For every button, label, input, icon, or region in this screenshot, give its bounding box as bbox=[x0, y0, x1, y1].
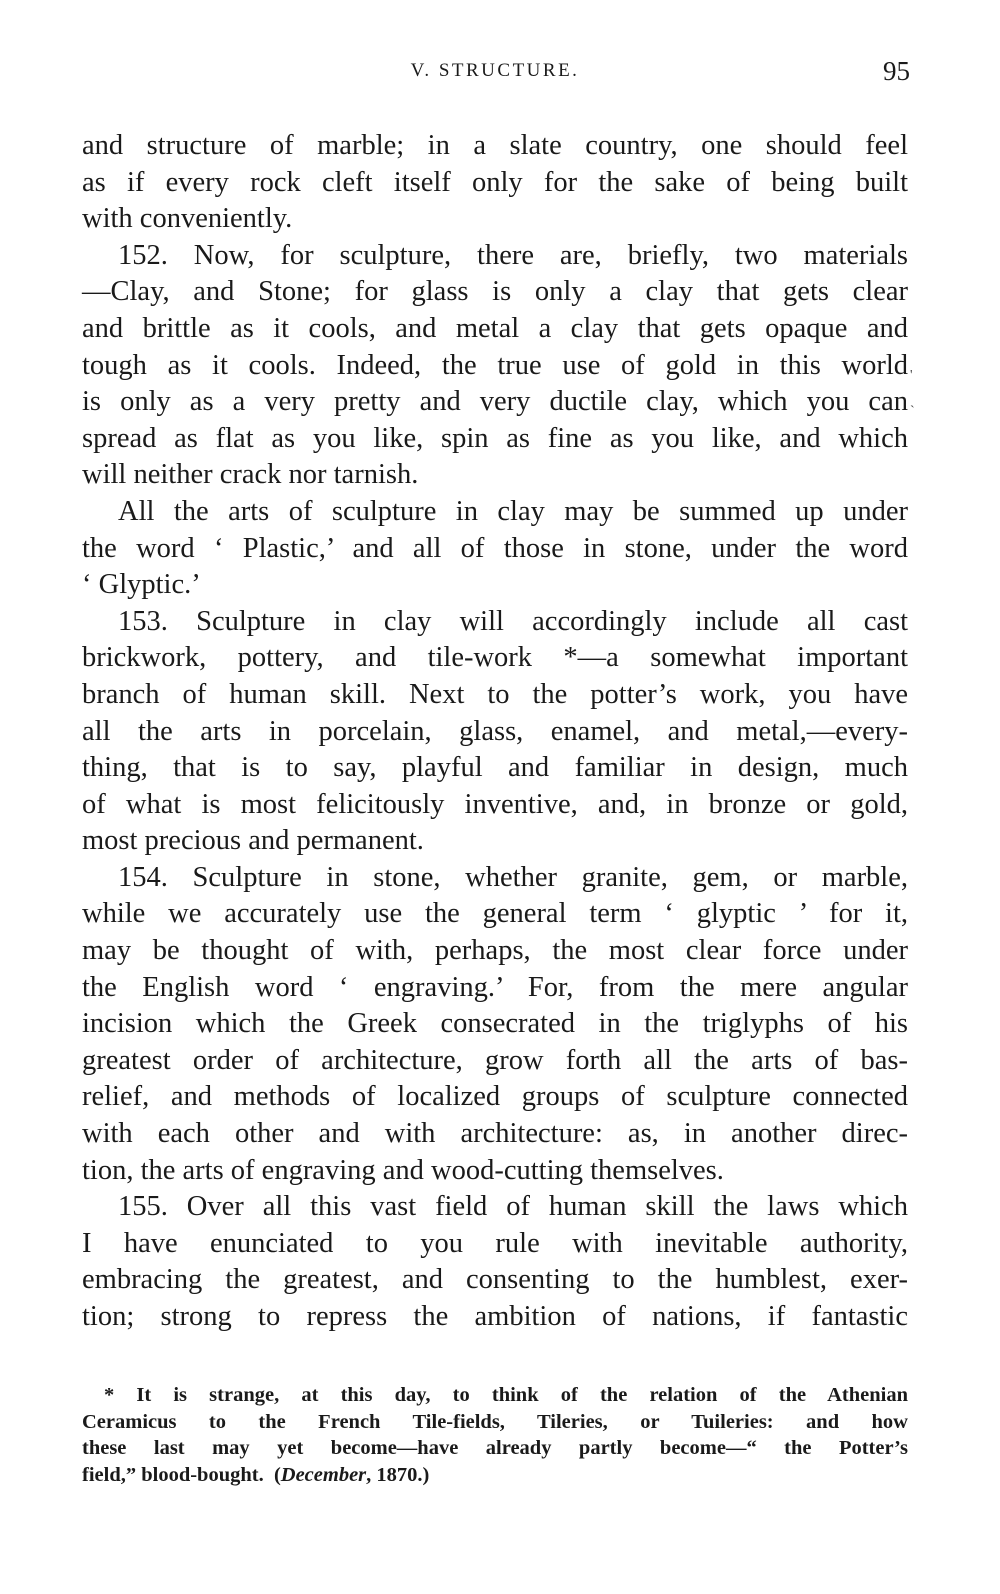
paragraph-155-start: 155. Over all this vast field of human skill the laws which bbox=[118, 1191, 908, 1223]
page-number: 95 bbox=[883, 56, 910, 86]
footnote-line: these last may yet become—have already partly become—“ the Potter’s bbox=[82, 1437, 908, 1459]
text-line: branch of human skill. Next to the potter’s work, you have bbox=[82, 678, 908, 710]
text-line: brickwork, pottery, and tile-work *—a somewhat important bbox=[82, 642, 908, 674]
footnote-line: * It is strange, at this day, to think of the relation of the Athenian bbox=[104, 1384, 908, 1406]
text-line: incision which the Greek consecrated in the triglyphs of his bbox=[82, 1008, 908, 1040]
text-line: relief, and methods of localized groups of sculpture connected bbox=[82, 1081, 908, 1113]
text-line: ‘ Glyptic.’ bbox=[82, 569, 201, 601]
text-line: the English word ‘ engraving.’ For, from the mere angular bbox=[82, 971, 908, 1003]
text-line: embracing the greatest, and consenting to the humblest, exer- bbox=[82, 1264, 908, 1296]
text-line: I have enunciated to you rule with inevitable authority, bbox=[82, 1227, 908, 1259]
text-line: while we accurately use the general term ‘ glyptic ’ for it, bbox=[82, 898, 908, 930]
text-line: and structure of marble; in a slate country, one should feel bbox=[82, 130, 908, 161]
scan-artifact-mark: ` bbox=[910, 404, 915, 419]
running-head bbox=[82, 56, 908, 86]
text-line: all the arts in porcelain, glass, enamel, and metal,—every- bbox=[82, 715, 908, 747]
text-line: tion, the arts of engraving and wood-cutting themselves. bbox=[82, 1154, 724, 1186]
text-line: as if every rock cleft itself only for the sake of being built bbox=[82, 166, 908, 198]
paragraph-153-start: 153. Sculpture in clay will accordingly include all cast bbox=[118, 605, 908, 637]
text-line: of what is most felicitously inventive, and, in bronze or gold, bbox=[82, 788, 908, 820]
text-line: spread as flat as you like, spin as fine as you like, and which bbox=[82, 422, 908, 454]
text-line: with conveniently. bbox=[82, 203, 293, 235]
paragraph-start: All the arts of sculpture in clay may be summed up under bbox=[118, 495, 908, 527]
footnote-last-line bbox=[82, 1462, 908, 1489]
text-line: may be thought of with, perhaps, the most clear force under bbox=[82, 935, 908, 967]
running-title: V. STRUCTURE. bbox=[410, 60, 580, 81]
footnote bbox=[82, 1382, 908, 1488]
paragraph-152-start: 152. Now, for sculpture, there are, briefly, two materials bbox=[118, 239, 908, 271]
text-line: with each other and with architecture: as, in another direc- bbox=[82, 1118, 908, 1150]
text-line: is only as a very pretty and very ductile clay, which you can bbox=[82, 386, 908, 418]
text-line: will neither crack nor tarnish. bbox=[82, 459, 419, 491]
text-line: most precious and permanent. bbox=[82, 825, 424, 857]
footnote-date-month: December bbox=[280, 1463, 367, 1486]
paragraph-154-start: 154. Sculpture in stone, whether granite, gem, or marble, bbox=[118, 861, 908, 893]
footnote-line: Ceramicus to the French Tile-fields, Tileries, or Tuileries: and how bbox=[82, 1410, 908, 1433]
text-line: tion; strong to repress the ambition of nations, if fantastic bbox=[82, 1301, 908, 1332]
body-text bbox=[82, 128, 908, 1336]
text-line: and brittle as it cools, and metal a clay that gets opaque and bbox=[82, 312, 908, 344]
footnote-date-open: ( bbox=[273, 1463, 281, 1486]
scan-artifact-mark: ' bbox=[910, 368, 913, 383]
footnote-text: field,” blood-bought. bbox=[82, 1463, 264, 1486]
text-line: the word ‘ Plastic,’ and all of those in stone, under the word bbox=[82, 532, 908, 564]
text-line: tough as it cools. Indeed, the true use of gold in this world bbox=[82, 349, 908, 381]
text-line: greatest order of architecture, grow forth all the arts of bas- bbox=[82, 1044, 908, 1076]
text-line: thing, that is to say, playful and familiar in design, much bbox=[82, 752, 908, 784]
footnote-date-rest: , 1870.) bbox=[366, 1463, 430, 1486]
text-line: —Clay, and Stone; for glass is only a clay that gets clear bbox=[82, 276, 908, 308]
